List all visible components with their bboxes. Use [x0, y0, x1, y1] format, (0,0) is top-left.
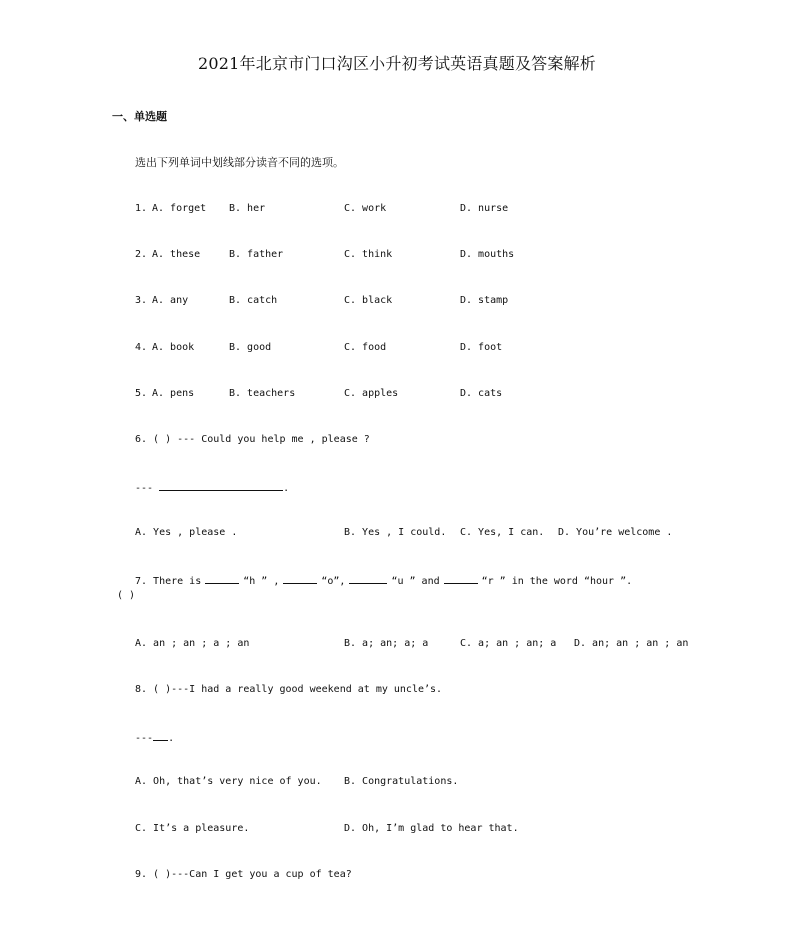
option-a: A. forget — [152, 203, 207, 214]
option-b: B. good — [229, 342, 272, 353]
option-d: D. cats — [460, 388, 503, 399]
blank-2 — [283, 573, 317, 584]
option-c: C. food — [344, 342, 387, 353]
option-c: C. think — [344, 249, 393, 260]
option-b: B. father — [229, 249, 284, 260]
option-a: A. Yes , please . — [135, 527, 238, 538]
question-7-stem — [135, 573, 632, 587]
option-d: D. an; an ; an ; an — [574, 638, 689, 649]
option-d: D. Oh, I’m glad to hear that. — [344, 823, 519, 834]
option-a: A. book — [152, 342, 195, 353]
answer-blank — [159, 480, 283, 491]
option-c: C. work — [344, 203, 387, 214]
question-number: 1. — [135, 203, 148, 214]
option-c: C. black — [344, 295, 393, 306]
option-c: C. It’s a pleasure. — [135, 823, 250, 834]
option-b: B. Congratulations. — [344, 776, 459, 787]
blank-1 — [205, 573, 239, 584]
option-d: D. nurse — [460, 203, 509, 214]
question-6-reply — [135, 480, 289, 494]
question-9-stem: 9. ( )---Can I get you a cup of tea? — [135, 869, 352, 880]
option-d: D. You’re welcome . — [558, 527, 673, 538]
letter-r: “r ” in the word “hour ”. — [481, 576, 633, 587]
question-6-stem: 6. ( ) --- Could you help me , please ? — [135, 434, 370, 445]
option-a: A. an ; an ; a ; an — [135, 638, 250, 649]
option-a: A. pens — [152, 388, 195, 399]
question-number: 2. — [135, 249, 148, 260]
letter-o: “o”, — [321, 576, 346, 587]
option-d: D. stamp — [460, 295, 509, 306]
option-a: A. any — [152, 295, 189, 306]
question-number: 3. — [135, 295, 148, 306]
page-title: 2021年北京市门口沟区小升初考试英语真题及答案解析 — [198, 54, 596, 73]
option-a: A. Oh, that’s very nice of you. — [135, 776, 322, 787]
letter-h: “h ” , — [243, 576, 280, 587]
option-d: D. mouths — [460, 249, 515, 260]
option-b: B. her — [229, 203, 266, 214]
reply-dashes: --- — [135, 733, 154, 744]
answer-paren: ( ) — [117, 590, 136, 601]
reply-period: . — [283, 483, 290, 494]
option-b: B. Yes , I could. — [344, 527, 447, 538]
question-8-reply — [135, 730, 174, 744]
question-number: 5. — [135, 388, 148, 399]
blank-4 — [444, 573, 478, 584]
letter-u: “u ” and — [391, 576, 440, 587]
option-b: B. a; an; a; a — [344, 638, 429, 649]
answer-blank — [153, 730, 168, 741]
option-d: D. foot — [460, 342, 503, 353]
reply-period: . — [168, 733, 175, 744]
option-a: A. these — [152, 249, 201, 260]
option-b: B. catch — [229, 295, 278, 306]
instruction-text: 选出下列单词中划线部分读音不同的选项。 — [135, 156, 344, 169]
section-heading: 一、单选题 — [112, 110, 167, 123]
blank-3 — [349, 573, 387, 584]
question-8-stem: 8. ( )---I had a really good weekend at my uncle’s. — [135, 684, 443, 695]
option-c: C. apples — [344, 388, 399, 399]
option-c: C. a; an ; an; a — [460, 638, 557, 649]
option-c: C. Yes, I can. — [460, 527, 545, 538]
reply-dashes: --- — [135, 483, 154, 494]
option-b: B. teachers — [229, 388, 296, 399]
stem-prefix: 7. There is — [135, 576, 202, 587]
question-number: 4. — [135, 342, 148, 353]
